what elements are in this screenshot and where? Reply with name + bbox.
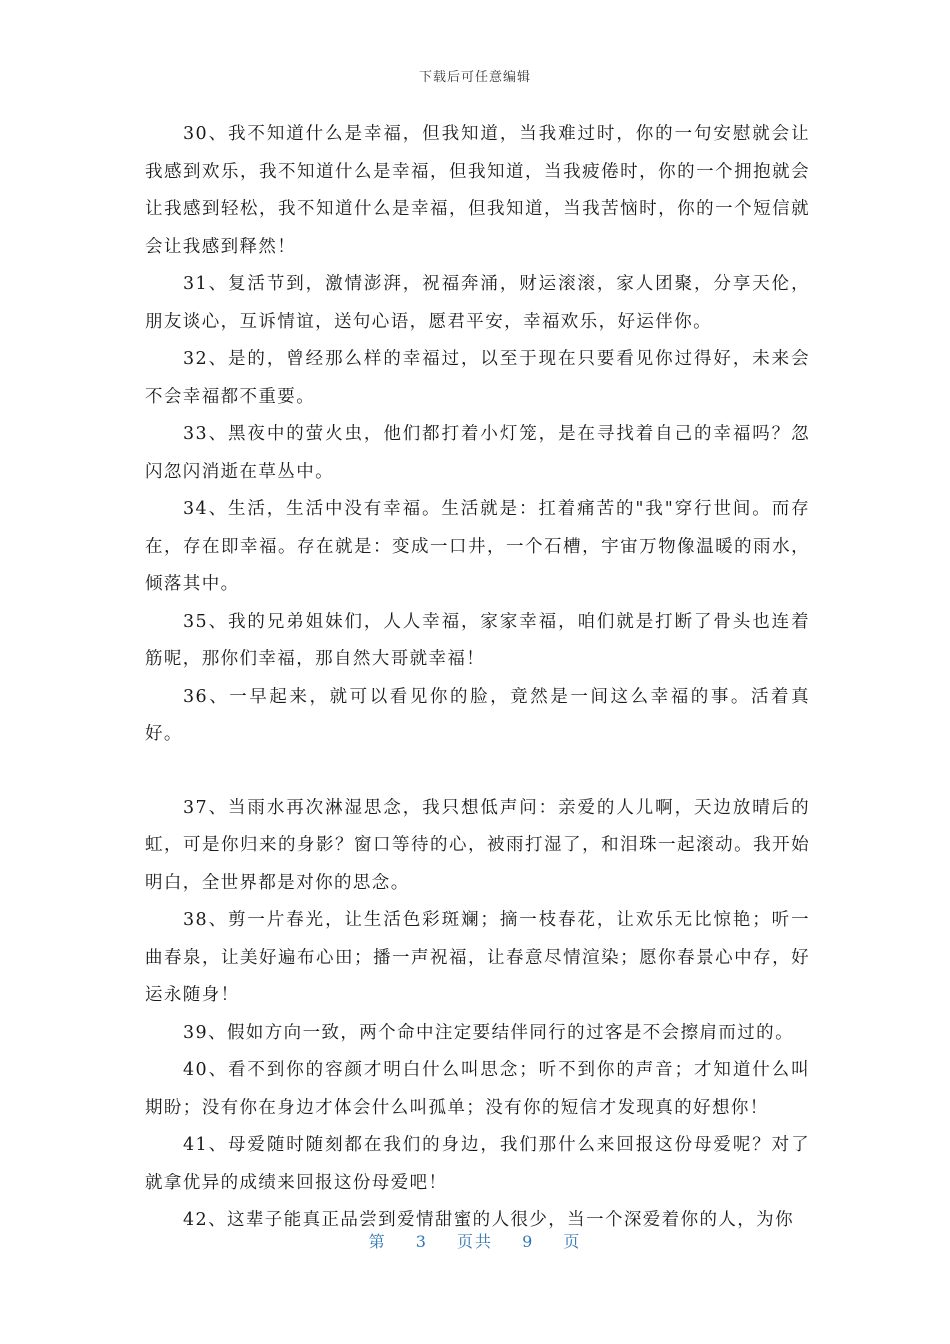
paragraph-31: 31、复活节到，激情澎湃，祝福奔涌，财运滚滚，家人团聚，分享天伦，朋友谈心，互诉情谊，送句心语，愿君平安，幸福欢乐，好运伴你。 (145, 274, 810, 332)
paragraph-30: 30、我不知道什么是幸福，但我知道，当我难过时，你的一句安慰就会让我感到欢乐，我不知道什么是幸福，但我知道，当我疲倦时，你的一个拥抱就会让我感到轻松，我不知道什么是幸福，但我知道，当我苦恼时，你的一个短信就会让我感到释然！ (145, 124, 810, 257)
paragraph-42: 42、这辈子能真正品尝到爱情甜蜜的人很少，当一个深爱着你的人，为你 (183, 1210, 794, 1230)
footer-prefix: 第 (368, 1232, 387, 1251)
paragraph-36: 36、一早起来，就可以看见你的脸，竟然是一间这么幸福的事。活着真好。 (145, 686, 810, 744)
paragraph-35: 35、我的兄弟姐妹们，人人幸福，家家幸福，咱们就是打断了骨头也连着筋呢，那你们幸福，那自然大哥就幸福！ (145, 611, 810, 669)
paragraph-41: 41、母爱随时随刻都在我们的身边，我们那什么来回报这份母爱呢？对了就拿优异的成绩来回报这份母爱吧！ (145, 1135, 810, 1193)
paragraph-39: 39、假如方向一致，两个命中注定要结伴同行的过客是不会擦肩而过的。 (183, 1022, 794, 1043)
document-body (145, 116, 810, 1240)
footer-page-number: 3 (415, 1232, 428, 1251)
paragraph-37: 37、当雨水再次淋湿思念，我只想低声问：亲爱的人儿啊，天边放晴后的虹，可是你归来的身影？窗口等待的心，被雨打湿了，和泪珠一起滚动。我开始明白，全世界都是对你的思念。 (145, 797, 810, 893)
page-header: 下载后可任意编辑 (418, 70, 531, 85)
page-footer (0, 1229, 950, 1252)
paragraph-40: 40、看不到你的容颜才明白什么叫思念；听不到你的声音；才知道什么叫期盼；没有你在身边才体会什么叫孤单；没有你的短信才发现真的好想你！ (145, 1060, 810, 1118)
paragraph-33: 33、黑夜中的萤火虫，他们都打着小灯笼，是在寻找着自己的幸福吗？忽闪忽闪消逝在草丛中。 (145, 424, 810, 482)
paragraph-38: 38、剪一片春光，让生活色彩斑斓；摘一枝春花，让欢乐无比惊艳；听一曲春泉，让美好遍布心田；播一声祝福，让春意尽情渲染；愿你春景心中存，好运永随身！ (145, 910, 810, 1005)
footer-total-pages: 9 (522, 1232, 535, 1251)
footer-middle: 页共 (456, 1232, 493, 1251)
footer-suffix: 页 (563, 1232, 582, 1251)
paragraph-34: 34、生活，生活中没有幸福。生活就是：扛着痛苦的"我"穿行世间。而存在，存在即幸福。存在就是：变成一口井，一个石槽，宇宙万物像温暖的雨水，倾落其中。 (145, 499, 810, 594)
paragraph-32: 32、是的，曾经那么样的幸福过，以至于现在只要看见你过得好，未来会不会幸福都不重要。 (145, 349, 810, 407)
